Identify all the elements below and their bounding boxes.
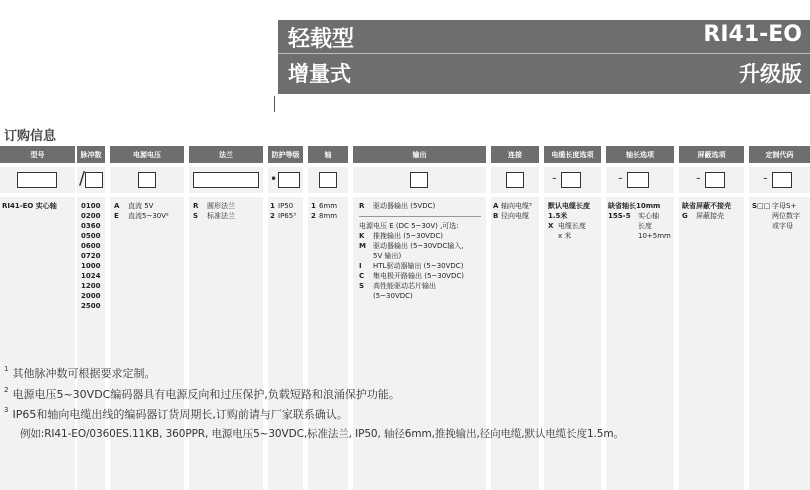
column-header: 型号 (0, 146, 75, 163)
model-input-box[interactable] (17, 172, 57, 188)
option-text: 两位数字 (772, 212, 800, 220)
column-header: 法兰 (189, 146, 263, 163)
option-code: 15S-5 (608, 212, 631, 220)
dash-separator: - (618, 171, 623, 186)
pulse-value: 2500 (81, 302, 101, 310)
header-divider (278, 53, 810, 54)
pulse-value: 0360 (81, 222, 101, 230)
option-cell (308, 197, 348, 490)
footnote-2 (4, 386, 400, 402)
connection-options (493, 201, 532, 221)
page-edge-line-top (274, 96, 275, 112)
option-cell (491, 197, 539, 490)
option-text: 6mm (319, 202, 338, 210)
option-text: IP50 (278, 202, 294, 210)
option-text: 直流 5V (128, 202, 154, 210)
output-options (359, 201, 481, 301)
protection-input-box[interactable] (278, 172, 300, 188)
option-code: E (114, 212, 119, 220)
shield-options (682, 201, 731, 221)
input-row-cell (268, 167, 303, 193)
version-title: 升级版 (739, 62, 802, 86)
option-code: 2 (270, 212, 275, 220)
pulses-input-box[interactable] (85, 172, 103, 188)
slash-separator: / (79, 168, 86, 189)
output-divider (359, 216, 481, 217)
option-code: G (682, 212, 688, 220)
input-row-cell (606, 167, 674, 193)
default-label: 默认电缆长度 (548, 202, 590, 210)
dot-separator: • (270, 172, 278, 186)
custom-options (752, 201, 800, 231)
output-intro: 电源电压 E (DC 5~30V) ,可选: (359, 222, 459, 230)
column-header: 脉冲数 (77, 146, 105, 163)
option-text: 高性能驱动芯片输出 (373, 282, 436, 290)
option-text: IP65³ (278, 212, 296, 220)
pulse-value: 0200 (81, 212, 101, 220)
cable-input-box[interactable] (561, 172, 581, 188)
shaft-input-box[interactable] (319, 172, 337, 188)
option-text: 推挽输出 (5~30VDC) (373, 232, 443, 240)
voltage-options (114, 201, 169, 221)
column-header: 电源电压 (110, 146, 184, 163)
option-text: 5V 输出) (373, 252, 402, 260)
option-text: x 米 (558, 232, 572, 240)
column-header: 防护等级 (268, 146, 303, 163)
option-cell (0, 197, 75, 490)
section-title: 订购信息 (4, 129, 57, 144)
option-text: (5~30VDC) (373, 292, 413, 300)
option-code: S (193, 212, 199, 220)
option-code: R (359, 202, 365, 210)
pulse-value: 1200 (81, 282, 101, 290)
input-row-cell (544, 167, 601, 193)
category-title: 轻载型 (288, 27, 355, 52)
input-row-cell (749, 167, 810, 193)
option-code: I (359, 262, 362, 270)
option-text: HTL驱动器输出 (5~30VDC) (373, 262, 464, 270)
option-code: S□□ (752, 202, 771, 210)
option-text: 8mm (319, 212, 338, 220)
dash-separator: - (763, 171, 768, 186)
option-code: 2 (311, 212, 316, 220)
option-cell (189, 197, 263, 490)
input-row-cell (77, 167, 105, 193)
input-row-cell (353, 167, 486, 193)
pulse-value: 0720 (81, 252, 101, 260)
column-header: 轴长选项 (606, 146, 674, 163)
default-label: 缺省屏蔽不接壳 (682, 202, 731, 210)
header-band (278, 20, 810, 94)
column-header: 轴 (308, 146, 348, 163)
option-code: C (359, 272, 365, 280)
input-row-cell (0, 167, 75, 193)
footnote-number: 1 (4, 365, 9, 373)
option-code: B (493, 212, 499, 220)
option-cell (606, 197, 674, 490)
column-header: 屏蔽选项 (679, 146, 744, 163)
input-row-cell (491, 167, 539, 193)
pulse-value: 0600 (81, 242, 101, 250)
dash-separator: - (552, 171, 557, 186)
pulse-value: 2000 (81, 292, 101, 300)
option-cell (749, 197, 810, 490)
option-cell (110, 197, 184, 490)
option-text: 集电极开路输出 (5~30VDC) (373, 272, 464, 280)
model-name: RI41-EO 实心轴 (2, 202, 57, 210)
option-cell (679, 197, 744, 490)
dash-separator: - (696, 171, 701, 186)
column-header: 连接 (491, 146, 539, 163)
option-text: 径向电缆 (501, 212, 529, 220)
footnote-1 (4, 365, 155, 381)
option-cell (353, 197, 486, 490)
option-text: 字母S+ (772, 202, 797, 210)
option-code: K (359, 232, 365, 240)
input-row-cell (308, 167, 348, 193)
model-title: RI41-EO (703, 22, 802, 47)
protection-options (270, 201, 296, 221)
input-row-cell (679, 167, 744, 193)
option-text: 或字母 (772, 222, 793, 230)
shaft-length-options (608, 201, 671, 241)
default-value: 1.5米 (548, 212, 568, 220)
custom-input-box[interactable] (772, 172, 792, 188)
footnote-text: IP65和轴向电缆出线的编码器订货周期长,订购前请与厂家联系确认。 (12, 408, 348, 421)
option-text: 驱动器输出 (5~30VDC输入, (373, 242, 464, 250)
option-text: 标准法兰 (207, 212, 235, 220)
footnote-text: 其他脉冲数可根据要求定制。 (12, 367, 156, 380)
input-row-cell (110, 167, 184, 193)
column-header: 电缆长度选项 (544, 146, 601, 163)
default-label: 缺省轴长10mm (608, 202, 661, 210)
option-code: A (493, 202, 499, 210)
option-text: 驱动器输出 (5VDC) (373, 202, 436, 210)
option-code: X (548, 222, 554, 230)
option-code: R (193, 202, 199, 210)
voltage-input-box[interactable] (138, 172, 156, 188)
shield-input-box[interactable] (705, 172, 725, 188)
shaft-options (311, 201, 337, 221)
type-title: 增量式 (288, 62, 351, 86)
footnote-3 (4, 406, 348, 422)
option-text: 直流5~30V² (128, 212, 169, 220)
option-code: 1 (311, 202, 316, 210)
option-cell (544, 197, 601, 490)
option-text: 10+5mm (638, 232, 671, 240)
option-text: 电缆长度 (558, 222, 586, 230)
pulse-value: 0100 (81, 202, 101, 210)
option-text: 圆形法兰 (207, 202, 235, 210)
option-text: 轴向电缆³ (501, 202, 532, 210)
option-text: 实心轴 (638, 212, 659, 220)
option-text: 屏蔽接壳 (696, 212, 724, 220)
pulse-value: 1000 (81, 262, 101, 270)
order-example: 例如:RI41-EO/0360ES.11KB, 360PPR, 电源电压5~30VDC,标准法兰, IP50, 轴径6mm,推挽输出,径向电缆,默认电缆长度1.5m。 (20, 428, 624, 440)
shaft-length-input-box[interactable] (627, 172, 649, 188)
option-code: A (114, 202, 120, 210)
option-text: 长度 (638, 222, 652, 230)
column-header: 输出 (353, 146, 486, 163)
connection-input-box[interactable] (506, 172, 524, 188)
option-cell (268, 197, 303, 490)
output-input-box[interactable] (410, 172, 428, 188)
footnote-number: 2 (4, 386, 9, 394)
cable-options (548, 201, 590, 241)
footnote-text: 电源电压5~30VDC编码器具有电源反向和过压保护,负载短路和浪涌保护功能。 (12, 388, 400, 401)
footnote-number: 3 (4, 406, 9, 414)
option-cell (77, 197, 105, 490)
option-code: M (359, 242, 366, 250)
flange-input-box[interactable] (193, 172, 259, 188)
input-row-cell (189, 167, 263, 193)
pulse-value: 0500 (81, 232, 101, 240)
column-header: 定制代码 (749, 146, 810, 163)
option-code: 1 (270, 202, 275, 210)
flange-options (193, 201, 235, 221)
pulse-list (81, 201, 100, 311)
pulse-value: 1024 (81, 272, 101, 280)
option-code: S (359, 282, 365, 290)
